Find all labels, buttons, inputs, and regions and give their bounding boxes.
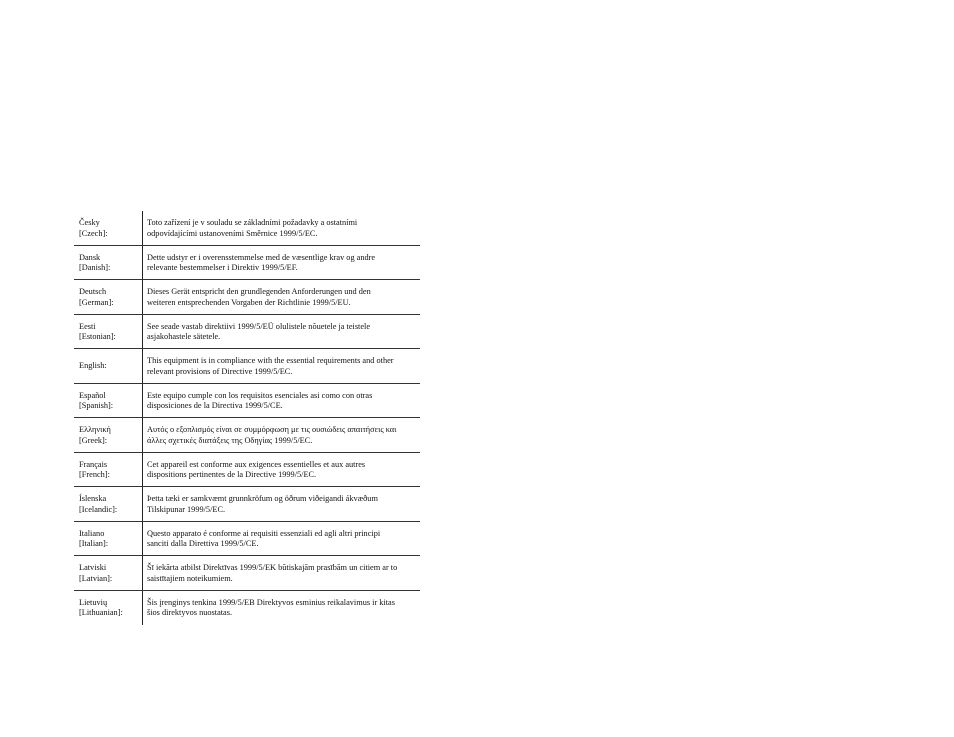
compliance-statement-line: dispositions pertinentes de la Directive 1999/5/EC. — [147, 470, 317, 479]
compliance-statement-line: Questo apparato é conforme ai requisiti essenziali ed agli altri principi — [147, 528, 381, 538]
compliance-statement-line: Dieses Gerät entspricht den grundlegenden Anforderungen und den — [147, 287, 371, 296]
compliance-statement-line: Dette udstyr er i overensstemmelse med de væsentlige krav og andre — [147, 252, 376, 262]
language-label — [79, 529, 141, 550]
table-row — [74, 591, 420, 626]
language-label — [79, 322, 141, 343]
compliance-statement — [147, 425, 419, 446]
language-label-line: Español — [79, 390, 106, 400]
language-label-line: Italiano — [79, 528, 105, 538]
compliance-statement-line: weiteren entsprechenden Vorgaben der Richtlinie 1999/5/EU. — [147, 297, 351, 307]
language-label — [79, 218, 141, 239]
compliance-statement-line: disposiciones de la Directiva 1999/5/CE. — [147, 401, 283, 410]
language-label-line: Français — [79, 459, 108, 469]
compliance-statement — [147, 253, 419, 274]
language-label-line: Íslenska — [79, 494, 107, 503]
language-label-line: Latviski — [79, 563, 107, 572]
table-row — [74, 418, 420, 453]
language-label-line: [Latvian]: — [79, 573, 113, 583]
compliance-statement — [147, 218, 419, 239]
compliance-statement-line: šios direktyvos nuostatas. — [147, 608, 233, 617]
compliance-statement-line: relevante bestemmelser i Direktiv 1999/5/EF. — [147, 263, 298, 272]
compliance-statement-line: See seade vastab direktiivi 1999/5/EÜ olulistele nõuetele ja teistele — [147, 321, 371, 331]
language-label — [79, 598, 141, 619]
compliance-statement — [147, 391, 419, 412]
table-row — [74, 280, 420, 315]
compliance-statement — [147, 460, 419, 481]
compliance-statement-line: Šī iekārta atbilst Direktīvas 1999/5/EK būtiskajām prasībām un citiem ar to — [147, 563, 398, 572]
compliance-statement-line: relevant provisions of Directive 1999/5/EC. — [147, 366, 293, 376]
language-label-line: Lietuvių — [79, 597, 108, 607]
language-label — [79, 361, 141, 372]
language-label-line: Deutsch — [79, 287, 107, 296]
language-label-line: [French]: — [79, 470, 110, 479]
language-label-line: Dansk — [79, 252, 101, 262]
language-label-line: [German]: — [79, 297, 114, 307]
compliance-statement-line: Toto zařízení je v souladu se základními požadavky a ostatními — [147, 218, 358, 227]
language-label-line: [Czech]: — [79, 228, 108, 238]
language-label-line: [Italian]: — [79, 539, 109, 548]
language-label-line: [Lithuanian]: — [79, 608, 123, 617]
compliance-statement-line: This equipment is in compliance with the essential requirements and other — [147, 356, 394, 365]
table-row — [74, 556, 420, 591]
compliance-statement-line: Tilskipunar 1999/5/EC. — [147, 504, 226, 514]
language-label — [79, 425, 141, 446]
language-label — [79, 253, 141, 274]
language-label-line: [Greek]: — [79, 435, 108, 445]
table-row — [74, 487, 420, 522]
compliance-statement — [147, 563, 419, 584]
compliance-statement — [147, 494, 419, 515]
language-label-line: Česky — [79, 218, 100, 227]
language-label-line: Eesti — [79, 321, 96, 331]
compliance-statement-line: άλλες σχετικές διατάξεις της Οδηγίας 1999/5/EC. — [147, 435, 313, 445]
compliance-statement-line: saistītajiem noteikumiem. — [147, 573, 233, 583]
language-label-line: [Danish]: — [79, 263, 111, 272]
compliance-statement-line: asjakohastele sätetele. — [147, 332, 221, 341]
table-row — [74, 453, 420, 488]
table-row — [74, 211, 420, 246]
compliance-statement-line: Šis įrenginys tenkina 1999/5/EB Direktyvos esminius reikalavimus ir kitas — [147, 597, 395, 607]
table-row — [74, 246, 420, 281]
compliance-statement-line: Este equipo cumple con los requisitos esenciales asi como con otras — [147, 390, 373, 400]
compliance-statement-line: odpovídajícími ustanoveními Směrnice 1999/5/EC. — [147, 228, 318, 238]
compliance-statement-line: Αυτός ο εξοπλισμός είναι σε συμμόρφωση με τις ουσιώδεις απαιτήσεις και — [147, 425, 397, 434]
language-label — [79, 287, 141, 308]
language-label — [79, 391, 141, 412]
compliance-statement-line: Cet appareil est conforme aux exigences essentielles et aux autres — [147, 459, 366, 469]
language-label-line: [Spanish]: — [79, 401, 114, 410]
compliance-statement-line: Þetta tæki er samkvæmt grunnkröfum og öðrum viðeigandi ákvæðum — [147, 494, 378, 503]
language-label — [79, 494, 141, 515]
language-rows — [74, 211, 420, 625]
compliance-statement — [147, 322, 419, 343]
language-label-line: English: — [79, 361, 107, 370]
compliance-statement-line: sanciti dalla Direttiva 1999/5/CE. — [147, 539, 259, 548]
language-label-line: [Icelandic]: — [79, 504, 118, 514]
compliance-statement — [147, 598, 419, 619]
table-row — [74, 522, 420, 557]
table-row — [74, 384, 420, 419]
declaration-of-conformity-table — [74, 211, 420, 625]
language-label — [79, 563, 141, 584]
table-row — [74, 315, 420, 350]
table-row — [74, 349, 420, 384]
compliance-statement — [147, 529, 419, 550]
language-label-line: [Estonian]: — [79, 332, 116, 341]
language-label — [79, 460, 141, 481]
language-label-line: Ελληνική — [79, 425, 111, 434]
compliance-statement — [147, 287, 419, 308]
compliance-statement — [147, 356, 419, 377]
